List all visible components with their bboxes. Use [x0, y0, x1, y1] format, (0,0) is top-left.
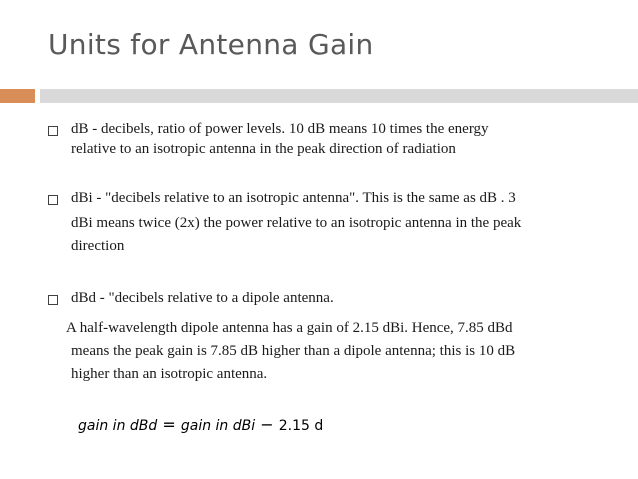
paragraph-line-2: means the peak gain is 7.85 dB higher than a dipole antenna; this is 10 dB: [71, 343, 516, 359]
formula-rhs: gain in dBi: [180, 418, 256, 434]
bullet-1-line-2: relative to an isotropic antenna in the peak direction of radiation: [71, 141, 456, 157]
formula-constant: 2.15 d: [278, 418, 324, 434]
bullet-2-line-1: dBi - "decibels relative to an isotropic antenna". This is the same as dB . 3: [71, 190, 516, 206]
square-bullet-icon: [48, 126, 58, 136]
slide-title: Units for Antenna Gain: [48, 28, 374, 61]
bullet-3-line-1: dBd - "decibels relative to a dipole antenna.: [71, 290, 334, 306]
square-bullet-icon: [48, 195, 58, 205]
formula-minus: −: [255, 415, 279, 434]
bullet-2-line-3: direction: [71, 238, 125, 254]
accent-bar: [0, 89, 35, 103]
formula-equals: =: [157, 415, 181, 434]
formula-lhs: gain in dBd: [78, 418, 158, 434]
paragraph-line-1: A half-wavelength dipole antenna has a gain of 2.15 dBi. Hence, 7.85 dBd: [66, 320, 513, 336]
paragraph-line-3: higher than an isotropic antenna.: [71, 366, 268, 382]
bullet-2-line-2: dBi means twice (2x) the power relative to an isotropic antenna in the peak: [71, 215, 522, 231]
title-divider-bar: [40, 89, 638, 103]
gain-formula: [78, 415, 323, 434]
square-bullet-icon: [48, 295, 58, 305]
bullet-1-line-1: dB - decibels, ratio of power levels. 10 dB means 10 times the energy: [71, 121, 489, 137]
